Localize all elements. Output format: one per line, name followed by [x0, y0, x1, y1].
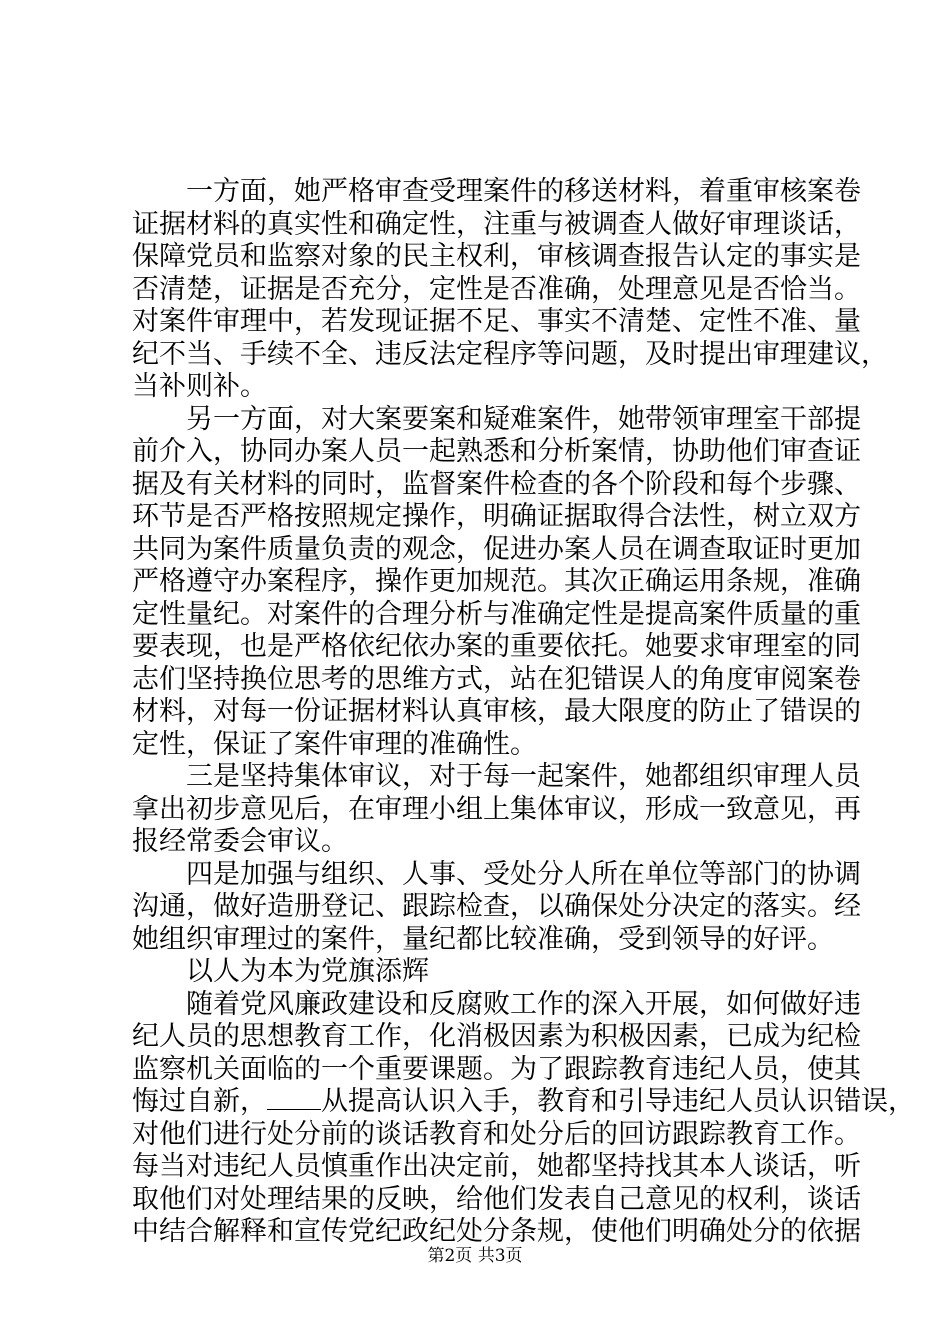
line-text: 据及有关材料的同时，监督案件检查的各个阶段和每个步骤、 [132, 468, 861, 500]
text-line [132, 826, 836, 859]
text-line [132, 468, 861, 502]
line-text: 定性量纪。对案件的合理分析与准确定性是提高案件质量的重 [132, 598, 861, 630]
line-text: 悔过自新， [132, 1086, 267, 1117]
text-line [132, 1086, 915, 1119]
line-text: 三是坚持集体审议，对于每一起案件，她都组织审理人员 [186, 761, 861, 792]
line-text: 沟通，做好造册登记、跟踪检查，以确保处分决定的落实。经 [132, 891, 861, 922]
blank-underline [267, 1087, 321, 1110]
line-text: 定性，保证了案件审理的准确性。 [132, 728, 537, 760]
document-body [132, 176, 915, 1249]
line-text: 报经常委会审议。 [132, 826, 348, 857]
line-text: 否清楚，证据是否充分，定性是否准确，处理意见是否恰当。 [132, 273, 861, 305]
line-text: 材料，对每一份证据材料认真审核，最大限度的防止了错误的 [132, 696, 861, 727]
line-text: 纪人员的思想教育工作，化消极因素为积极因素，已成为纪检 [132, 1021, 861, 1052]
line-text-after-blank: 从提高认识入手，教育和引导违纪人员认识错误， [321, 1086, 915, 1117]
line-text: 每当对违纪人员慎重作出决定前，她都坚持找其本人谈话，听 [132, 1151, 861, 1182]
text-line [132, 501, 861, 534]
text-line [132, 988, 861, 1022]
text-line [132, 241, 861, 274]
text-line [132, 1151, 861, 1184]
text-line [132, 956, 836, 989]
text-line [132, 761, 861, 794]
text-line [132, 858, 861, 892]
text-line [132, 273, 861, 307]
line-text: 以人为本为党旗添辉 [186, 956, 429, 987]
text-line [132, 338, 888, 372]
line-text: 共同为案件质量负责的观念，促进办案人员在调查取证时更加 [132, 533, 861, 565]
line-text: 环节是否严格按照规定操作，明确证据取得合法性，树立双方 [132, 501, 861, 532]
line-text: 纪不当、手续不全、违反法定程序等问题，及时提出审理建议， [132, 338, 888, 370]
line-text: 证据材料的真实性和确定性，注重与被调查人做好审理谈话， [132, 208, 861, 240]
text-line [132, 371, 836, 404]
text-line [132, 891, 861, 924]
text-line [132, 598, 861, 632]
line-text: 前介入，协同办案人员一起熟悉和分析案情，协助他们审查证 [132, 436, 861, 467]
text-line [132, 566, 861, 599]
text-line [132, 793, 861, 827]
text-line [132, 306, 861, 339]
line-text: 要表现，也是严格依纪依办案的重要依托。她要求审理室的同 [132, 631, 861, 662]
line-text: 随着党风廉政建设和反腐败工作的深入开展，如何做好违 [186, 988, 861, 1020]
text-line [132, 403, 861, 437]
text-line [132, 1053, 861, 1087]
text-line [132, 208, 861, 242]
text-line [132, 1021, 861, 1054]
text-line [132, 176, 861, 209]
line-text: 志们坚持换位思考的思维方式，站在犯错误人的角度审阅案卷 [132, 663, 861, 695]
line-text: 当补则补。 [132, 371, 267, 402]
text-line [132, 1183, 861, 1217]
line-text: 保障党员和监察对象的民主权利，审核调查报告认定的事实是 [132, 241, 861, 272]
text-line [132, 729, 836, 762]
text-line [132, 1118, 861, 1152]
text-line [132, 436, 861, 469]
text-line [132, 696, 861, 729]
line-text: 监察机关面临的一个重要课题。为了跟踪教育违纪人员，使其 [132, 1053, 861, 1085]
line-text: 拿出初步意见后，在审理小组上集体审议，形成一致意见，再 [132, 793, 861, 825]
page-footer [0, 1241, 950, 1266]
line-text: 取他们对处理结果的反映，给他们发表自己意见的权利，谈话 [132, 1183, 861, 1215]
line-text: 她组织审理过的案件，量纪都比较准确，受到领导的好评。 [132, 923, 834, 955]
text-line [132, 924, 836, 957]
line-text: 一方面，她严格审查受理案件的移送材料，着重审核案卷 [186, 176, 861, 207]
line-text: 严格遵守办案程序，操作更加规范。其次正确运用条规，准确 [132, 566, 861, 597]
text-line [132, 663, 861, 697]
line-text: 对案件审理中，若发现证据不足、事实不清楚、定性不准、量 [132, 306, 861, 337]
line-text: 另一方面，对大案要案和疑难案件，她带领审理室干部提 [186, 403, 861, 435]
line-text: 中结合解释和宣传党纪政纪处分条规，使他们明确处分的依据 [132, 1216, 861, 1247]
text-line [132, 631, 861, 664]
line-text: 四是加强与组织、人事、受处分人所在单位等部门的协调 [186, 858, 861, 890]
text-line [132, 533, 861, 567]
page-number-label: 第2页 共3页 [427, 1246, 523, 1266]
line-text: 对他们进行处分前的谈话教育和处分后的回访跟踪教育工作。 [132, 1118, 861, 1150]
